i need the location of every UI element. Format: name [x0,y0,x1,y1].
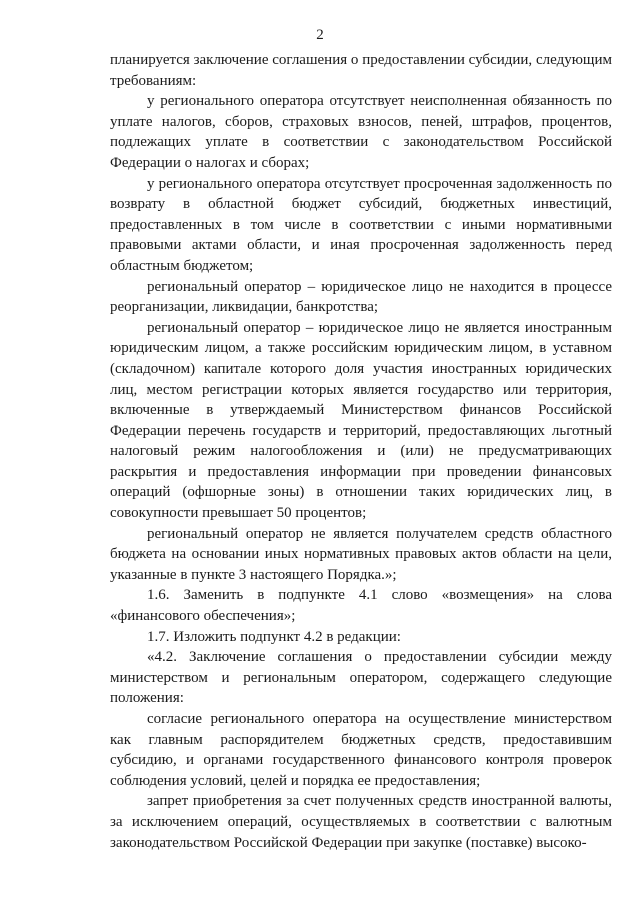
paragraph-continuation: планируется заключение соглашения о предоставлении субсидии, следующим требованиям: [110,52,612,89]
paragraph-reorganization: региональный оператор – юридическое лицо не находится в процессе реорганизации, ликвидации, банкротства; [110,278,612,316]
paragraph-item-1-6: 1.6. Заменить в подпункте 4.1 слово «возмещения» на слова «финансового обеспечения»; [110,587,612,625]
paragraph-overdue-debt: у регионального оператора отсутствует просроченная задолженность по возврату в областной бюджет субсидий, бюджетных инвестиций, предоставленных в том числе в соответствии с иными нормативными правовыми актами области, и иная просроченная задолженность перед областным бюджетом; [110,175,612,274]
document-body [110,50,612,853]
paragraph-foreign-entity: региональный оператор – юридическое лицо не является иностранным юридическим лицом, а также российским юридическим лицом, в уставном (складочном) капитале которого доля участия иностранных юридических лиц, местом регистрации которых является государство или территория, включенные в утверждаемый Министерством финансов Российской Федерации перечень государств и территорий, предоставляющих льготный налоговый режим налогообложения и (или) не предусматривающих раскрытия и предоставления информации при проведении финансовых операций (офшорные зоны) в отношении таких юридических лиц, в совокупности превышает 50 процентов; [110,319,612,522]
paragraph-currency-ban: запрет приобретения за счет полученных средств иностранной валюты, за исключением операций, осуществляемых в соответствии с валютным законодательством Российской Федерации при закупке (поставке) высоко- [110,793,612,851]
paragraph-other-funds: региональный оператор не является получателем средств областного бюджета на основании иных нормативных правовых актов области на цели, указанные в пункте 3 настоящего Порядка.»; [110,525,612,583]
paragraph-consent: согласие регионального оператора на осуществление министерством как главным распорядителем бюджетных средств, предоставившим субсидию, и органами государственного финансового контроля проверок соблюдения условий, целей и порядка ее предоставления; [110,711,612,789]
paragraph-item-1-7: 1.7. Изложить подпункт 4.2 в редакции: [147,628,401,645]
paragraph-item-4-2: «4.2. Заключение соглашения о предоставлении субсидии между министерством и региональным оператором, содержащего следующие положения: [110,649,612,707]
paragraph-tax-obligations: у регионального оператора отсутствует неисполненная обязанность по уплате налогов, сборов, страховых взносов, пеней, штрафов, процентов, подлежащих уплате в соответствии с законодательством Российской Федерации о налогах и сборах; [110,93,612,171]
page-number: 2 [316,27,324,43]
